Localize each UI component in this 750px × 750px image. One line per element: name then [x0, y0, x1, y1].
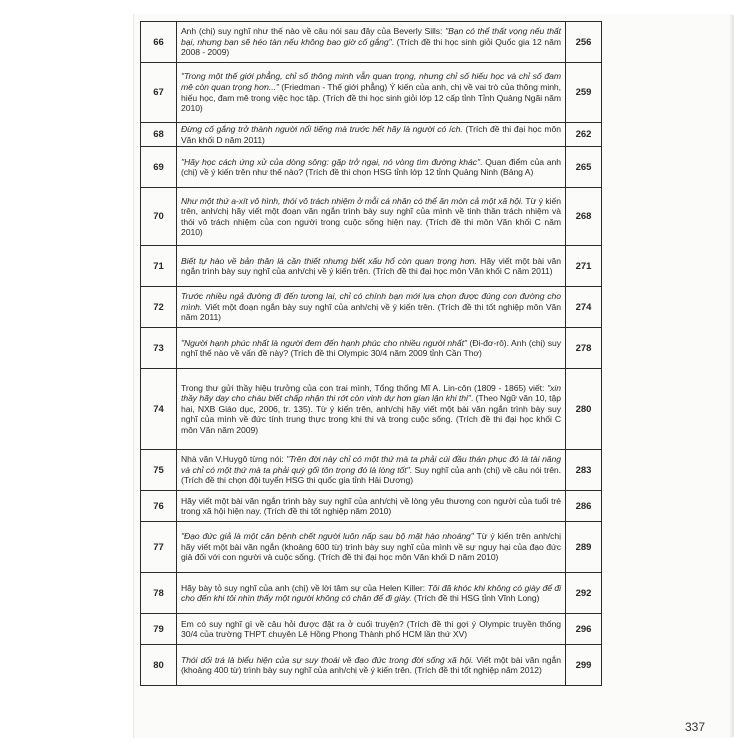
page-reference: 268	[566, 188, 602, 246]
question-text	[177, 573, 566, 614]
page-reference: 259	[566, 63, 602, 123]
question-number: 66	[141, 22, 177, 63]
page-reference: 289	[566, 522, 602, 573]
question-number: 78	[141, 573, 177, 614]
contents-table-body	[141, 22, 602, 686]
question-number: 80	[141, 645, 177, 686]
table-row	[141, 645, 602, 686]
plain-text: Từ ý kiến trên anh/chị hãy viết một bài văn ngắn (khoảng 600 từ) trình bày suy nghĩ của mình về sự nguy hại của đạo đức giả đối với con người và cuộc sống. (Trích đề thi đại học môn Văn khối D năm 2010)	[181, 531, 561, 563]
quoted-text: "Trong một thế giới phẳng, chỉ số thông minh vẫn quan trọng, nhưng chỉ số hiếu học và chỉ số đam mê còn quan trọng hơn..."	[181, 71, 561, 92]
table-row	[141, 328, 602, 369]
page-reference: 271	[566, 246, 602, 287]
page-reference: 296	[566, 614, 602, 645]
plain-text: . Suy nghĩ của anh (chị) về câu nói trên. (Trích đề thi chọn đội tuyển HSG thi quốc gia tỉnh Hải Dương)	[181, 464, 561, 486]
quoted-text: "Người hạnh phúc nhất là người đem đến hạnh phúc cho nhiều người nhất"	[181, 337, 467, 348]
contents-table	[140, 21, 602, 686]
question-number: 73	[141, 328, 177, 369]
question-text	[177, 369, 566, 450]
question-number: 68	[141, 123, 177, 147]
plain-text: Hãy viết một bài văn ngắn trình bày suy nghĩ của anh/chị về ý kiến trên. (Trích đề thi đại học môn Văn khối C năm 2011)	[181, 255, 562, 277]
quoted-text: Thói dối trá là biểu hiện của sự suy thoái về đạo đức trong đời sống xã hội.	[181, 654, 474, 665]
page-edge	[730, 14, 732, 738]
plain-text: Viết một bài văn ngắn (khoảng 400 từ) trình bày suy nghĩ của anh/chị về ý kiến trên. (Trích đề thi tốt nghiệp năm 2012)	[181, 654, 561, 676]
plain-text: Từ ý kiến trên, anh/chị hãy viết một đoạn văn ngắn trình bày suy nghĩ của mình về tinh thần trách nhiệm và thói vô trách nhiệm của con người trong cuộc sống hiện nay. (Trích đề thi môn Văn khối C năm 2010)	[181, 195, 561, 238]
page-reference: 280	[566, 369, 602, 450]
question-text	[177, 491, 566, 522]
question-text	[177, 63, 566, 123]
question-text	[177, 645, 566, 686]
plain-text: Anh (chị) suy nghĩ như thế nào về câu nói sau đây của Beverly Sills:	[181, 26, 446, 37]
question-number: 69	[141, 147, 177, 188]
quoted-text: "Trên đời này chỉ có một thứ mà ta phải cúi đầu thán phục đó là tài năng và chỉ có một thứ mà ta phải quỳ gối tôn trọng đó là lòng tốt"	[181, 454, 561, 475]
page-reference: 265	[566, 147, 602, 188]
question-text	[177, 188, 566, 246]
question-number: 75	[141, 450, 177, 491]
question-number: 67	[141, 63, 177, 123]
plain-text: (Trích đề thi HSG tỉnh Vĩnh Long)	[411, 593, 540, 604]
table-row	[141, 147, 602, 188]
question-text	[177, 614, 566, 645]
question-text	[177, 287, 566, 328]
question-number: 76	[141, 491, 177, 522]
page-reference: 299	[566, 645, 602, 686]
question-number: 72	[141, 287, 177, 328]
question-text	[177, 22, 566, 63]
plain-text: (Đi-đơ-rô). Anh (chị) suy nghĩ thế nào về vấn đề này? (Trích đề thi Olympic 30/4 năm 2009 tỉnh Cần Thơ)	[181, 337, 562, 359]
table-row	[141, 369, 602, 450]
page-reference: 274	[566, 287, 602, 328]
plain-text: Hãy viết một bài văn ngắn trình bày suy nghĩ của anh/chị về lòng yêu thương con người của tuổi trẻ trong xã hội hiện nay. (Trích đề thi tốt nghiệp năm 2010)	[181, 495, 561, 517]
table-row	[141, 614, 602, 645]
table-row	[141, 188, 602, 246]
question-text	[177, 450, 566, 491]
table-row	[141, 287, 602, 328]
question-number: 70	[141, 188, 177, 246]
plain-text: Em có suy nghĩ gì về câu hỏi được đặt ra ở cuối truyện? (Trích đề thi gợi ý Olympic truyền thống 30/4 của trường THPT chuyên Lê Hồng Phong Thành phố HCM lần thứ XV)	[181, 618, 561, 640]
plain-text: Trong thư gửi thầy hiệu trưởng của con trai mình, Tổng thống Mĩ A. Lin-côn (1809 - 1865) viết:	[181, 382, 548, 393]
table-row	[141, 491, 602, 522]
quoted-text: "xin thầy hãy dạy cho cháu biết chấp nhận thi rớt còn vinh dự hơn gian lận khi thi"	[181, 382, 561, 404]
quoted-text: "Hãy học cách ứng xử của dòng sông: gặp trở ngại, nó vòng tìm đường khác"	[181, 156, 481, 167]
quoted-text: "Bạn có thể thất vọng nếu thất bại, nhưng bạn sẽ héo tàn nếu không bao giờ cố gắng"	[181, 26, 561, 47]
page-reference: 262	[566, 123, 602, 147]
table-row	[141, 63, 602, 123]
question-text	[177, 147, 566, 188]
plain-text: . (Trích đề thi học sinh giỏi Quốc gia 12 năm 2008 - 2009)	[181, 36, 561, 58]
quoted-text: Biết tự hào về bản thân là cần thiết nhưng biết xấu hổ còn quan trọng hơn.	[181, 255, 477, 266]
plain-text: (Trích đề thi đại học môn Văn khối D năm 2011)	[181, 124, 561, 145]
plain-text: Viết một đoạn ngắn bày suy nghĩ của anh/chị về ý kiến trên. (Trích đề thi tốt nghiệp môn Văn năm 2011)	[181, 301, 561, 323]
question-text	[177, 522, 566, 573]
question-text	[177, 123, 566, 147]
table-row	[141, 246, 602, 287]
question-text	[177, 328, 566, 369]
quoted-text: Trước nhiều ngả đường đi đến tương lai, chỉ có chính bạn mới lựa chọn được đúng con đường cho mình.	[181, 291, 561, 312]
table-row	[141, 22, 602, 63]
question-number: 71	[141, 246, 177, 287]
table-row	[141, 573, 602, 614]
question-number: 74	[141, 369, 177, 450]
quoted-text: Tôi đã khóc khi không có giày để đi cho đến khi tôi nhìn thấy một người không có chân để đi giày.	[181, 582, 561, 604]
page-reference: 283	[566, 450, 602, 491]
page-reference: 256	[566, 22, 602, 63]
plain-text: . (Theo Ngữ văn 10, tập hai, NXB Giáo dục, 2006, tr. 135). Từ ý kiến trên, anh/chị hãy viết một bài văn ngắn trình bày suy nghĩ của mình về đức tính trung thực trong khi thi và trong cuộc sống. (Trích đề thi đại học khối C môn Văn năm 2009)	[181, 393, 561, 436]
plain-text: Hãy bày tỏ suy nghĩ của anh (chị) về lời tâm sự của Helen Killer:	[181, 582, 428, 593]
plain-text: . Quan điểm của anh (chị) về ý kiến trên như thế nào? (Trích đề thi chọn HSG tỉnh lớp 12 tỉnh Quảng Ninh (Bảng A)	[181, 156, 561, 178]
question-text	[177, 246, 566, 287]
quoted-text: Như một thứ a-xít vô hình, thói vô trách nhiệm ở mỗi cá nhân có thể ăn mòn cả một xã hội.	[181, 195, 524, 206]
page-reference: 278	[566, 328, 602, 369]
quoted-text: Đừng cố gắng trở thành người nổi tiếng mà trước hết hãy là người có ích.	[181, 124, 463, 134]
plain-text: Nhà văn V.Huygô từng nói:	[181, 454, 287, 465]
plain-text: (Friedman - Thế giới phẳng) Ý kiến của anh, chị về vai trò của thông minh, hiếu học, đam mê trong việc học tập. (Trích đề thi học sinh giỏi lớp 12 cấp tỉnh Tỉnh Quảng Ngãi năm 2010)	[181, 81, 561, 114]
quoted-text: "Đạo đức giả là một căn bệnh chết người luôn nấp sau bộ mặt hào nhoáng"	[181, 531, 474, 542]
table-row	[141, 450, 602, 491]
table-row	[141, 522, 602, 573]
page-number: 337	[685, 720, 706, 734]
question-number: 79	[141, 614, 177, 645]
table-row	[141, 123, 602, 147]
page-reference: 292	[566, 573, 602, 614]
page-reference: 286	[566, 491, 602, 522]
question-number: 77	[141, 522, 177, 573]
